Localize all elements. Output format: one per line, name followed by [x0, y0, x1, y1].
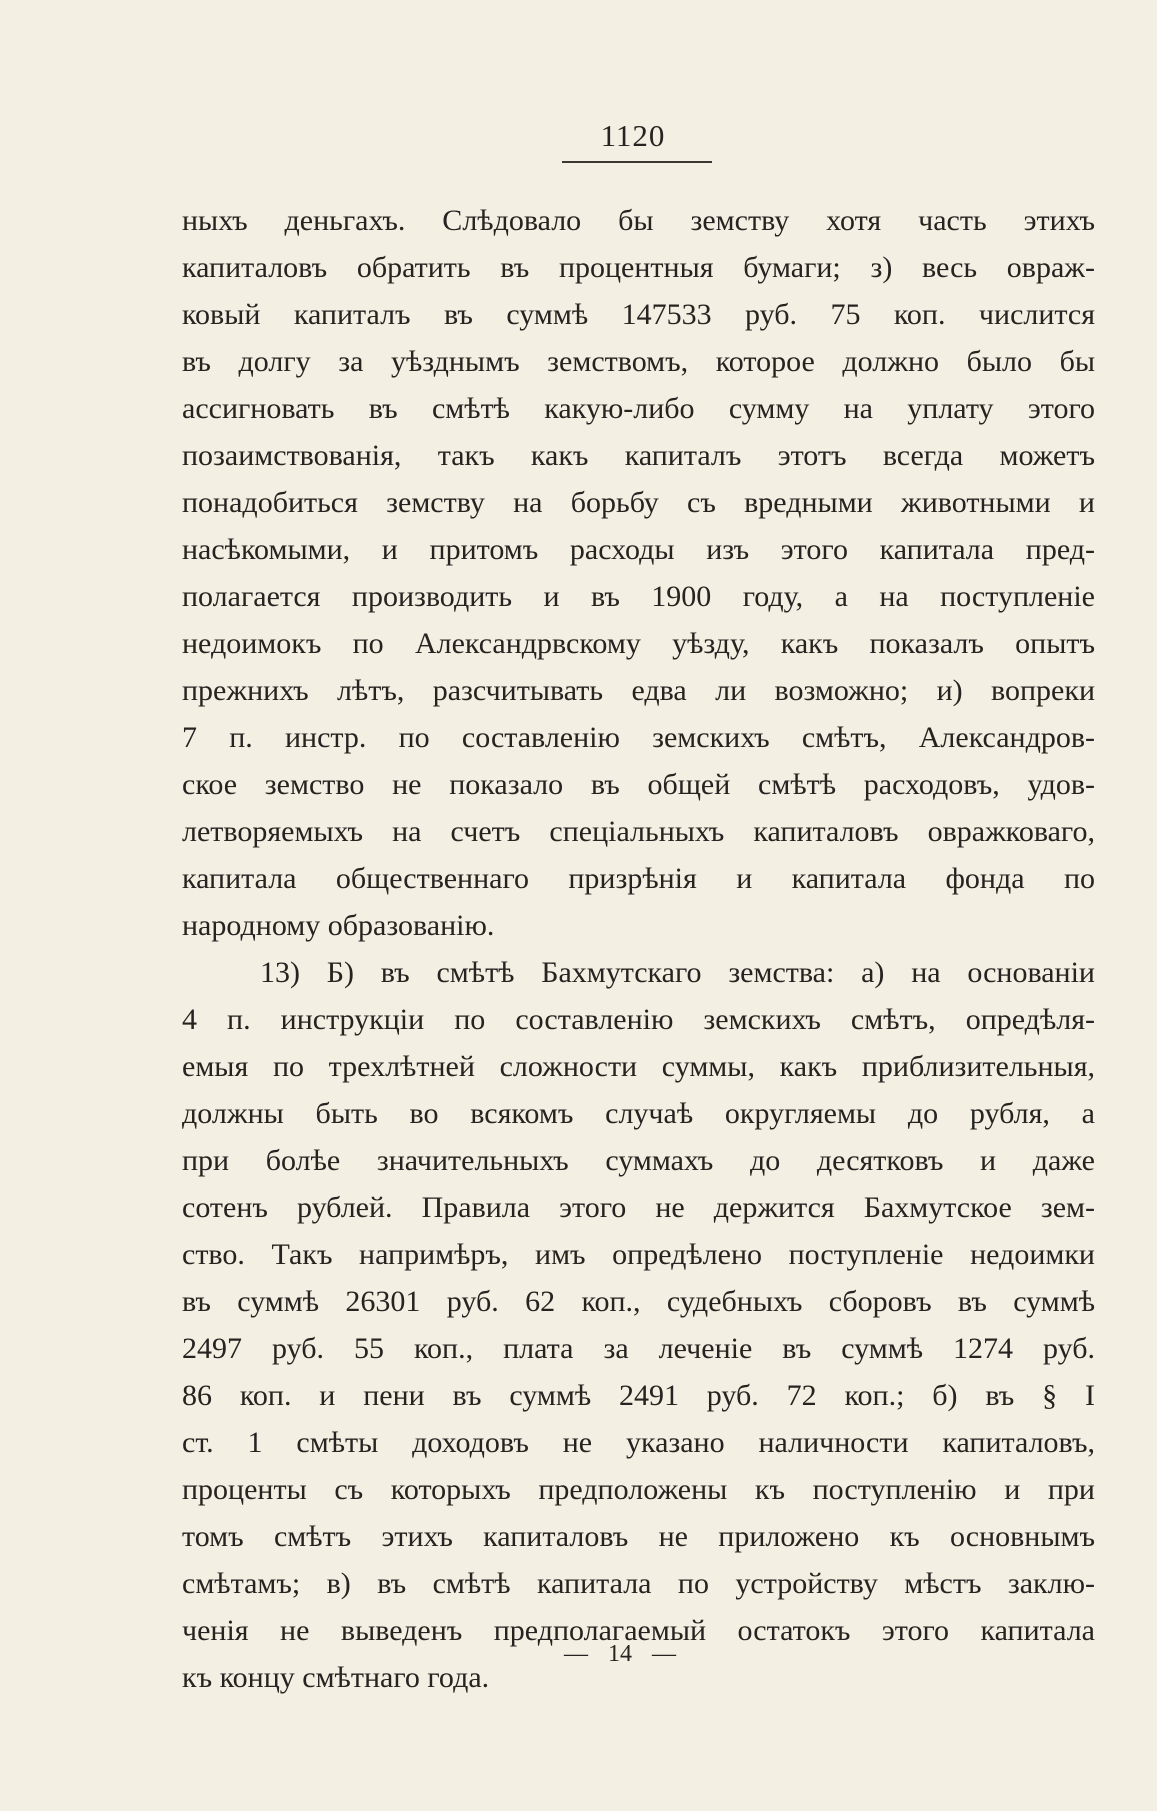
text-line: ченія не выведенъ предполагаемый остатокъ этого капитала — [182, 1614, 1095, 1647]
text-line: летворяемыхъ на счетъ спеціальныхъ капиталовъ овражковаго, — [182, 815, 1095, 848]
paragraph — [182, 949, 1095, 1701]
text-line: 13) Б) въ смѣтѣ Бахмутскаго земства: а) на основаніи — [260, 956, 1095, 989]
text-line: томъ смѣтъ этихъ капиталовъ не приложено къ основнымъ — [182, 1520, 1095, 1553]
paragraph — [182, 197, 1095, 949]
text-line: при болѣе значительныхъ суммахъ до десятковъ и даже — [182, 1144, 1095, 1177]
page-number-rule — [562, 161, 712, 163]
body-text — [182, 197, 1095, 1701]
text-line: 2497 руб. 55 коп., плата за леченіе въ суммѣ 1274 руб. — [182, 1332, 1095, 1365]
signature-mark: — 14 — — [564, 1641, 676, 1667]
text-line: прежнихъ лѣтъ, разсчитывать едва ли возможно; и) вопреки — [182, 674, 1095, 707]
text-line: ство. Такъ напримѣръ, имъ опредѣлено поступленіе недоимки — [182, 1238, 1095, 1271]
text-line: ковый капиталъ въ суммѣ 147533 руб. 75 коп. числится — [182, 298, 1095, 331]
text-line: капиталовъ обратить въ процентныя бумаги; з) весь овраж- — [182, 251, 1095, 284]
text-line: проценты съ которыхъ предположены къ поступленію и при — [182, 1473, 1095, 1506]
text-line: понадобиться земству на борьбу съ вредными животными и — [182, 486, 1095, 519]
text-line: сотенъ рублей. Правила этого не держится Бахмутское зем- — [182, 1191, 1095, 1224]
text-line: народному образованію. — [182, 909, 495, 942]
text-line: ст. 1 смѣты доходовъ не указано наличности капиталовъ, — [182, 1426, 1095, 1459]
text-line: недоимокъ по Александрвскому уѣзду, какъ показалъ опытъ — [182, 627, 1095, 660]
text-line: 4 п. инструкціи по составленію земскихъ смѣтъ, опредѣля- — [182, 1003, 1095, 1036]
text-line: смѣтамъ; в) въ смѣтѣ капитала по устройству мѣстъ заклю- — [182, 1567, 1095, 1600]
text-line: капитала общественнаго призрѣнія и капитала фонда по — [182, 862, 1095, 895]
text-line: должны быть во всякомъ случаѣ округляемы до рубля, а — [182, 1097, 1095, 1130]
text-line: 7 п. инстр. по составленію земскихъ смѣтъ, Александров- — [182, 721, 1095, 754]
text-line: емыя по трехлѣтней сложности суммы, какъ приблизительныя, — [182, 1050, 1095, 1083]
text-line: ассигновать въ смѣтѣ какую-либо сумму на уплату этого — [182, 392, 1095, 425]
text-line: къ концу смѣтнаго года. — [182, 1661, 490, 1694]
text-line: 86 коп. и пени въ суммѣ 2491 руб. 72 коп.; б) въ § I — [182, 1379, 1095, 1412]
text-line: позаимствованія, такъ какъ капиталъ этотъ всегда можетъ — [182, 439, 1095, 472]
text-line: полагается производить и въ 1900 году, а на поступленіе — [182, 580, 1095, 613]
text-line: въ долгу за уѣзднымъ земствомъ, которое должно было бы — [182, 345, 1095, 378]
text-line: въ суммѣ 26301 руб. 62 коп., судебныхъ сборовъ въ суммѣ — [182, 1285, 1095, 1318]
text-line: насѣкомыми, и притомъ расходы изъ этого капитала пред- — [182, 533, 1095, 566]
text-line: ныхъ деньгахъ. Слѣдовало бы земству хотя часть этихъ — [182, 204, 1095, 237]
text-line: ское земство не показало въ общей смѣтѣ расходовъ, удов- — [182, 768, 1095, 801]
page-number: 1120 — [600, 118, 666, 153]
